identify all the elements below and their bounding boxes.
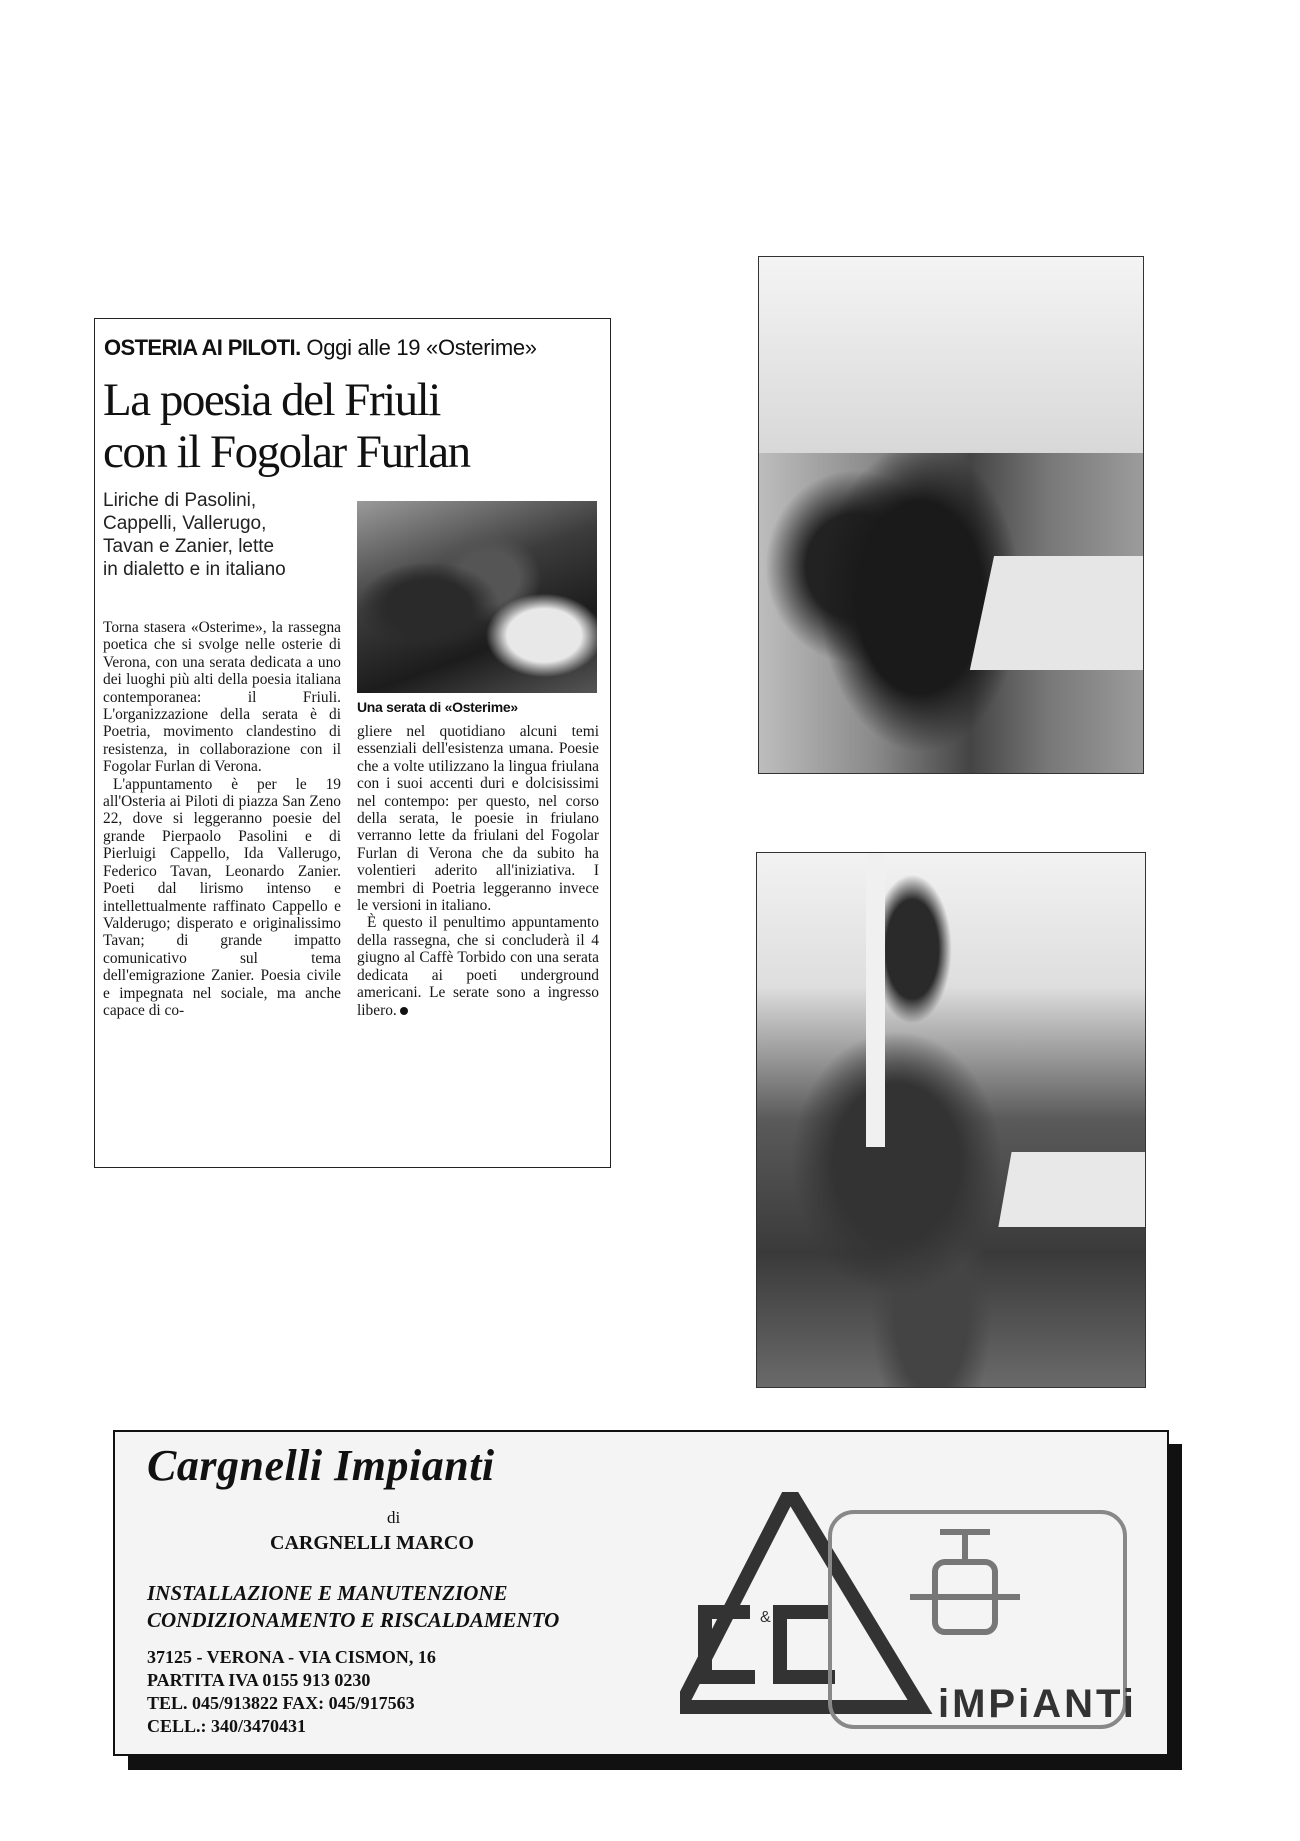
article-paragraph: gliere nel quotidiano alcuni temi essenziali dell'esistenza umana. Poesie che a volte utilizzano la lingua friulana con i suoi accenti duri e dolcisissimi nel contempo: per questo, nel corso della serata, le poesie in friulano verranno lette da friulani del Fogolar Furlan di Verona che da subito ha volentieri aderito all'iniziativa. I membri di Poetria leggeranno invece le versioni in italiano. <box>357 723 599 915</box>
photo-table <box>970 556 1144 670</box>
advertisement <box>113 1430 1169 1756</box>
event-photo-readers <box>758 256 1144 774</box>
article-column-2 <box>357 723 599 1019</box>
article-paragraph-text: È questo il penultimo appuntamento della rassegna, che si concluderà il 4 giugno al Caffè Torbido con una serata dedicata ai poeti underground americani. Le serate sono a ingresso libero. <box>357 914 599 1019</box>
ad-owner: CARGNELLI MARCO <box>270 1532 474 1554</box>
kicker-time: Oggi alle 19 «Osterime» <box>300 335 537 360</box>
standfirst-line: Cappelli, Vallerugo, <box>103 513 267 534</box>
headline-line: La poesia del Friuli <box>103 374 440 426</box>
standfirst-line: Liriche di Pasolini, <box>103 490 257 511</box>
ad-vat: PARTITA IVA 0155 913 0230 <box>147 1670 371 1690</box>
valve-icon <box>910 1532 1020 1632</box>
ad-service-line: CONDIZIONAMENTO E RISCALDAMENTO <box>147 1608 560 1632</box>
ad-address: 37125 - VERONA - VIA CISMON, 16 <box>147 1647 436 1667</box>
photo-tent-pole <box>866 853 885 1147</box>
logo-text: iMPiANTi <box>938 1682 1137 1726</box>
svg-text:&: & <box>760 1609 771 1626</box>
standfirst-line: Tavan e Zanier, lette <box>103 536 275 557</box>
event-photo-reader-costume <box>756 852 1146 1388</box>
logo-c-letter-icon <box>780 1612 835 1677</box>
headline-line: con il Fogolar Furlan <box>103 426 470 478</box>
end-mark-icon <box>400 1007 408 1015</box>
article-photo <box>357 501 597 693</box>
article-kicker <box>104 335 537 361</box>
article-paragraph: Torna stasera «Osterime», la rassegna poetica che si svolge nelle osterie di Verona, con una serata dedicata a uno dei luoghi più alti della poesia italiana contemporanea: il Friuli. L'organizzazione della serata è di Poetria, movimento clandestino di resistenza, in collaborazione con il Fogolar Furlan di Verona. <box>103 619 341 776</box>
article-standfirst <box>103 489 313 581</box>
ad-di: di <box>387 1508 401 1527</box>
article-column-1 <box>103 619 341 1019</box>
article-photo-caption: Una serata di «Osterime» <box>357 699 518 715</box>
photo-tent-canopy <box>759 257 1143 453</box>
article-headline <box>103 374 603 478</box>
ad-contacts <box>147 1646 436 1738</box>
article-paragraph-last <box>357 914 599 1018</box>
ad-services <box>147 1580 559 1634</box>
ad-service-line: INSTALLAZIONE E MANUTENZIONE <box>147 1581 508 1605</box>
company-logo <box>680 1492 1140 1732</box>
ad-mobile: CELL.: 340/3470431 <box>147 1716 307 1736</box>
standfirst-line: in dialetto e in italiano <box>103 559 286 580</box>
newspaper-clipping <box>94 318 611 1168</box>
photo-table <box>999 1152 1146 1227</box>
kicker-venue: OSTERIA AI PILOTI. <box>104 335 301 360</box>
ad-company-name: Cargnelli Impianti <box>147 1441 495 1490</box>
article-paragraph: L'appuntamento è per le 19 all'Osteria ai Piloti di piazza San Zeno 22, dove si leggeranno poesie del grande Pierpaolo Pasolini e di Pierluigi Cappello, Ida Vallerugo, Federico Tavan, Leonardo Zanier. Poeti dal lirismo intenso e intellettualmente raffinato Cappello e Valderugo; disperato e originalissimo Tavan; di grande impatto comunicativo sul tema dell'emigrazione Zanier. Poesia civile e impegnata nel sociale, ma anche capace di co- <box>103 775 341 1019</box>
ad-phone-fax: TEL. 045/913822 FAX: 045/917563 <box>147 1693 415 1713</box>
